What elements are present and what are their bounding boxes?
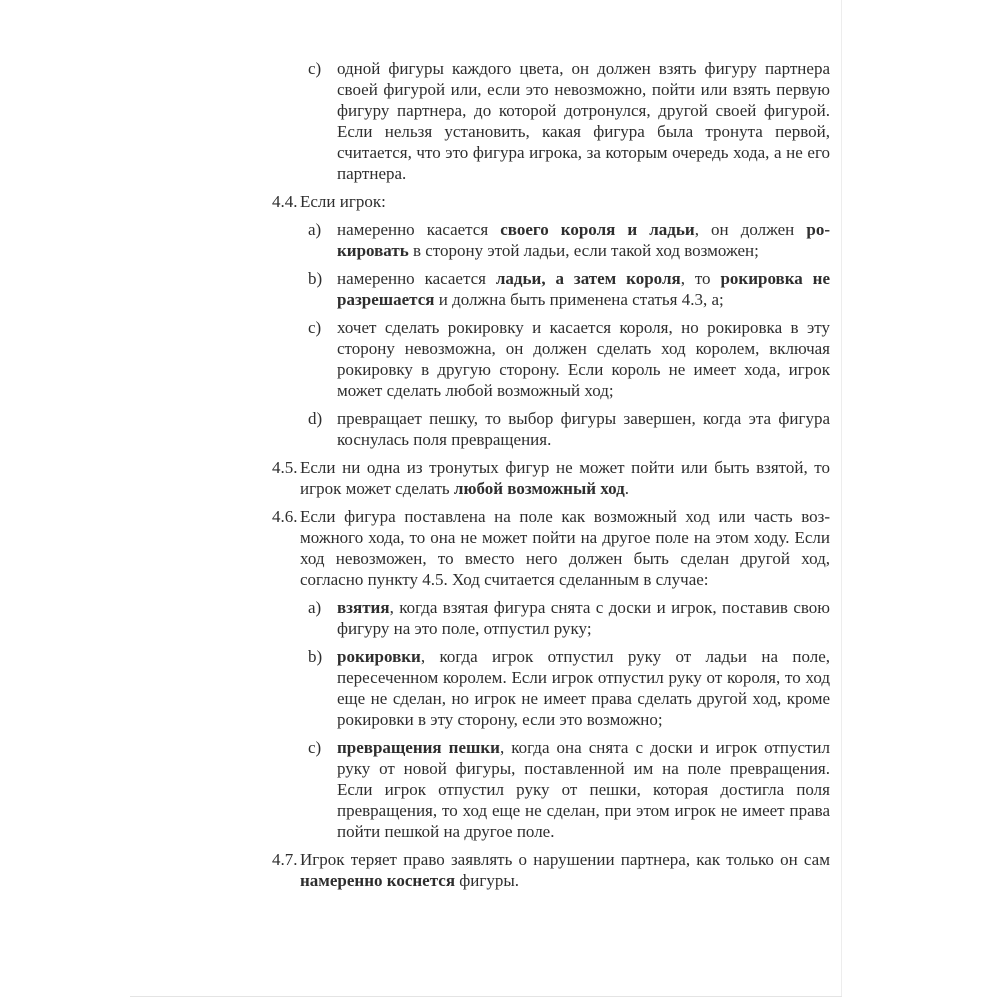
section-number: 4.4. — [272, 192, 298, 211]
text-segment: Если игрок: — [300, 192, 386, 211]
page-edge-horizontal — [130, 996, 842, 997]
document-body — [272, 58, 830, 891]
item-letter: b) — [308, 269, 323, 288]
lettered-item — [308, 408, 830, 450]
text-segment: , он должен — [694, 220, 807, 239]
section-item — [272, 849, 830, 891]
paragraph-text — [337, 268, 830, 310]
text-segment: , когда игрок отпустил руку от ладьи на поле, пересеченном королем. Если игрок отпустил руку от короля, то ход еще не сделан, но игрок не имеет права сделать другой ход, кроме рокировки в эту сторону, если это возможно; — [337, 647, 830, 729]
section-item — [272, 457, 830, 499]
bold-text-segment: своего короля и ладьи — [500, 220, 695, 239]
lettered-item — [308, 646, 830, 730]
text-segment: и должна быть применена статья 4.3, а; — [434, 290, 724, 309]
page-edge-vertical — [841, 0, 842, 996]
paragraph-text — [337, 58, 830, 184]
item-letter: b) — [308, 647, 323, 666]
item-letter: a) — [308, 598, 322, 617]
bold-text-segment: превращения пешки — [337, 738, 500, 757]
paragraph-text — [337, 646, 830, 730]
section-number: 4.6. — [272, 507, 298, 526]
bold-text-segment: намеренно коснется — [300, 871, 456, 890]
text-segment: в сторону этой ладьи, если такой ход возможен; — [408, 241, 759, 260]
lettered-item — [308, 219, 830, 261]
text-segment: , когда она снята с доски и игрок отпустил руку от новой фигуры, поставленной им на поле превращения. Если игрок отпустил руку от пешки, которая достигла поля превращения, то ход еще не сделан, при этом игрок не имеет права пойти пешкой на другое поле. — [337, 738, 831, 841]
paragraph-text — [337, 317, 830, 401]
lettered-item — [308, 268, 830, 310]
bold-text-segment: рокировка не разрешается — [337, 269, 830, 309]
text-segment: намеренно касается — [337, 269, 496, 288]
bold-text-segment: ладьи, а затем короля — [495, 269, 681, 288]
section-item — [272, 191, 830, 212]
text-segment: превращает пешку, то выбор фигуры завершен, когда эта фигура коснулась поля превращения. — [337, 409, 830, 449]
paragraph-text — [300, 191, 830, 212]
text-segment: , то — [680, 269, 721, 288]
paragraph-text — [337, 219, 830, 261]
lettered-item — [308, 737, 830, 842]
text-segment: хочет сделать рокировку и касается короля, но рокировка в эту сторону невозможна, он должен сделать ход королем, включая рокировку в другую сторону. Если король не имеет хода, игрок может сделать любой возможный ход; — [337, 318, 830, 400]
text-segment: фигуры. — [455, 871, 520, 890]
bold-text-segment: рокировать — [337, 220, 830, 260]
paragraph-text — [300, 849, 830, 891]
lettered-item — [308, 317, 830, 401]
item-letter: a) — [308, 220, 322, 239]
text-segment: , когда взятая фигура снята с доски и игрок, поставив свою фигуру на это поле, отпустил руку; — [337, 598, 830, 638]
item-letter: c) — [308, 59, 322, 78]
text-segment: Если фигура поставлена на поле как возможный ход или часть возможного хода, то она не может пойти на другое поле на этом ходу. Если ход невозможен, то вместо него должен быть сделан другой ход, согласно пункту 4.5. Ход считается сделанным в случае: — [300, 507, 830, 589]
text-segment: намеренно касается — [337, 220, 501, 239]
text-segment: . — [624, 479, 630, 498]
section-number: 4.7. — [272, 850, 298, 869]
text-segment: одной фигуры каждого цвета, он должен взять фигуру партнера своей фигурой или, если это невозможно, пойти или взять первую фигуру партнера, до которой дотронулся, другой своей фигурой. Если нельзя установить, какая фигура была тронута первой, считается, что это фигура игрока, за которым очередь хода, а не его партнера. — [337, 59, 830, 183]
bold-text-segment: взятия — [337, 598, 390, 617]
paragraph-text — [300, 457, 830, 499]
lettered-item — [308, 597, 830, 639]
section-number: 4.5. — [272, 458, 298, 477]
item-letter: d) — [308, 409, 323, 428]
paragraph-text — [300, 506, 830, 590]
paragraph-text — [337, 597, 830, 639]
section-item — [272, 506, 830, 590]
text-segment: Игрок теряет право заявлять о нарушении партнера, как только он сам — [300, 850, 830, 869]
lettered-item — [308, 58, 830, 184]
item-letter: c) — [308, 318, 322, 337]
item-letter: c) — [308, 738, 322, 757]
paragraph-text — [337, 737, 830, 842]
bold-text-segment: любой возможный ход — [453, 479, 625, 498]
text-segment: Если ни одна из тронутых фигур не может пойти или быть взятой, то игрок может сделать — [300, 458, 830, 498]
paragraph-text — [337, 408, 830, 450]
bold-text-segment: рокировки — [337, 647, 421, 666]
